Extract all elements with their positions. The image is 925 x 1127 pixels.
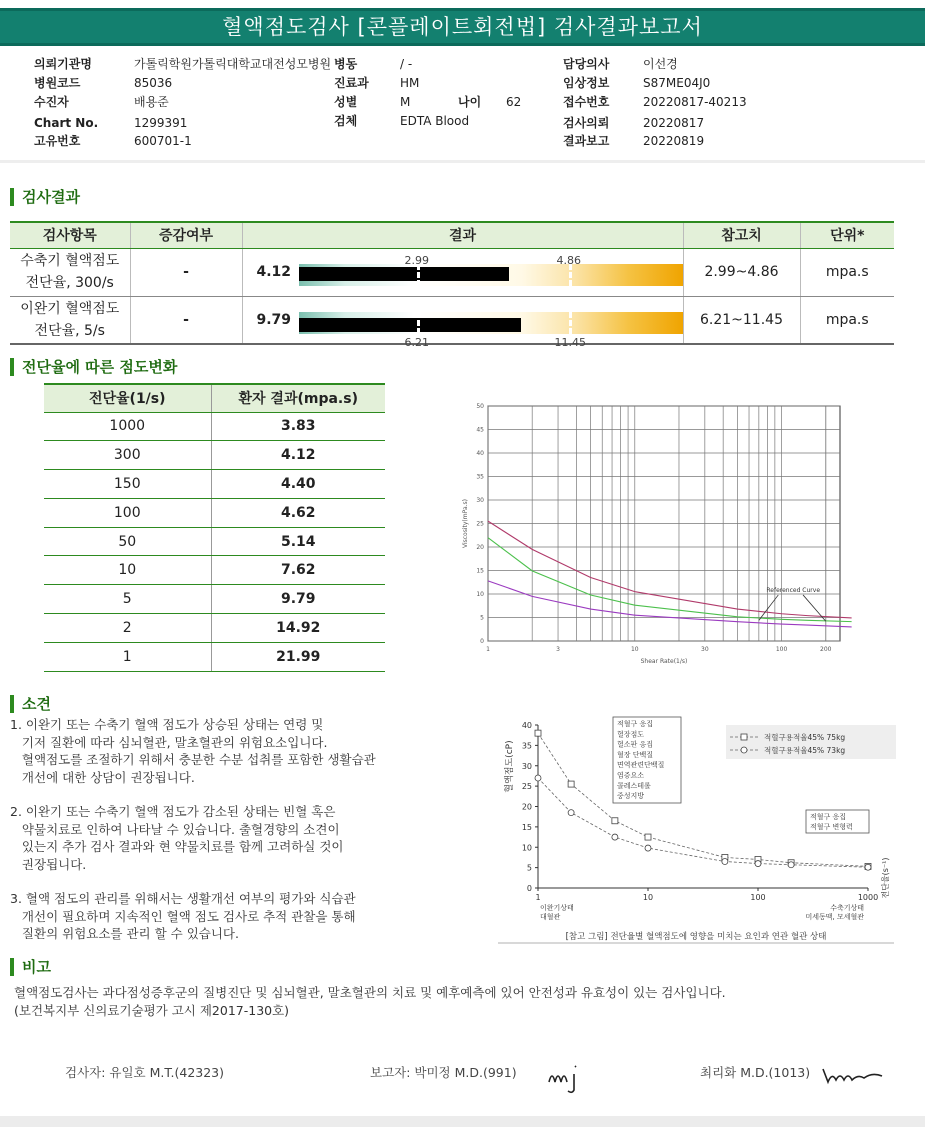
- chart-no-value: 1299391: [134, 116, 188, 130]
- finding-line: 기저 질환에 따라 심뇌혈관, 말초혈관의 위험요소입니다.: [10, 734, 328, 750]
- data-point: [612, 818, 618, 824]
- y-tick-label: 20: [476, 544, 484, 551]
- receipt-value: 20220817-40213: [643, 95, 747, 109]
- report-title: 혈액점도검사 [콘플레이트회전법] 검사결과보고서: [222, 15, 703, 39]
- factor-label: 면역관련단백질: [617, 761, 665, 770]
- viscosity-cell: 21.99: [211, 642, 385, 671]
- data-point: [568, 781, 574, 787]
- viscosity-cell: 14.92: [211, 614, 385, 643]
- finding-line: 1. 이완기 또는 수축기 혈액 점도가 상승된 상태는 연령 및: [10, 717, 324, 732]
- ref-range: 2.99~4.86: [683, 248, 800, 296]
- x-tick-label: 100: [750, 893, 766, 902]
- data-point: [535, 730, 541, 736]
- institution-label: 의뢰기관명: [34, 57, 92, 71]
- reporter-label: 보고자: 박미정 M.D.(991): [370, 1065, 517, 1080]
- result-gauge: [299, 312, 683, 349]
- finding-line: 있는지 추가 검사 결과와 현 약물치료를 함께 고려하실 것이: [10, 839, 344, 854]
- factor-label: 혈장 단백질: [617, 750, 654, 759]
- tester-signature: 검사자: 유일호 M.T.(42323): [65, 1065, 225, 1080]
- shear-header-rate: 전단율(1/s): [44, 384, 211, 412]
- factor-label: 중성지방: [617, 792, 645, 801]
- shear-rate-cell: 1000: [44, 412, 211, 441]
- shear-rate-cell: 1: [44, 642, 211, 671]
- ref-high-marker: [569, 312, 572, 334]
- finding-line: 질환의 위험요소를 관리 할 수 있습니다.: [10, 926, 239, 941]
- shear-rate-cell: 5: [44, 585, 211, 614]
- divider: [0, 160, 925, 163]
- dept-value: HM: [400, 76, 420, 90]
- request-label: 검사의뢰: [563, 116, 610, 130]
- footer-bar: [0, 1116, 925, 1127]
- data-point: [535, 775, 541, 781]
- age-value: 62: [506, 95, 522, 109]
- ref-high-tick: 4.86: [556, 253, 581, 267]
- shear-rate-cell: 50: [44, 527, 211, 556]
- reporter-signature-mark: [546, 1060, 590, 1094]
- unique-no-label: 고유번호: [34, 134, 81, 148]
- table-row: [44, 498, 385, 527]
- viscosity-cell: 4.62: [211, 498, 385, 527]
- data-point: [645, 845, 651, 851]
- ref-high-tick: 11.45: [554, 335, 586, 349]
- age-label: 나이: [458, 95, 482, 109]
- unit: mpa.s: [800, 296, 894, 344]
- finding-line: 개선에 대한 상담이 권장됩니다.: [10, 769, 195, 785]
- result-value: 4.12: [256, 263, 292, 280]
- table-row: [44, 585, 385, 614]
- receipt-label: 접수번호: [563, 95, 610, 109]
- specimen-label: 검체: [334, 114, 358, 128]
- y-axis-label: 혈액점도(cP): [505, 740, 515, 793]
- remark-line: 혈액점도검사는 과다점성증후군의 질병진단 및 심뇌혈관, 말초혈관의 치료 및 예후예측에 있어 안전성과 유효성이 있는 검사입니다.: [14, 985, 726, 1000]
- shear-rate-cell: 10: [44, 556, 211, 585]
- ref-low-marker: [417, 312, 420, 334]
- viscosity-cell: 5.14: [211, 527, 385, 556]
- clinical-label: 임상정보: [563, 76, 610, 90]
- chart-no-label: Chart No.: [34, 116, 99, 130]
- y-tick-label: 5: [480, 614, 484, 622]
- x-tick-label: 1: [535, 893, 541, 902]
- results-header-item: 검사항목: [10, 222, 130, 248]
- shear-rate-cell: 150: [44, 470, 211, 499]
- result-bar: [299, 267, 509, 281]
- factor-label: 혈장점도: [617, 730, 645, 739]
- x-tick-label: 30: [701, 646, 709, 653]
- y-tick-label: 15: [476, 567, 484, 575]
- recipient-label: 수진자: [34, 95, 69, 109]
- data-point: [755, 861, 761, 867]
- remark-line: (보건복지부 신의료기술평가 고시 제2017-130호): [14, 1003, 290, 1018]
- table-row: [44, 470, 385, 499]
- table-row: [10, 248, 894, 296]
- y-tick-label: 35: [476, 473, 484, 481]
- unique-no-value: 600701-1: [134, 134, 192, 148]
- sex-label: 성별: [334, 95, 358, 109]
- approver-signature-mark: [820, 1064, 890, 1088]
- y-tick-label: 20: [521, 802, 532, 812]
- table-row: [44, 614, 385, 643]
- table-row: [44, 527, 385, 556]
- data-point: [788, 862, 794, 868]
- data-point: [722, 859, 728, 865]
- shear-table: [44, 383, 385, 672]
- y-tick-label: 45: [476, 426, 484, 434]
- legend-marker: [741, 734, 747, 740]
- x-left-label: 이완기상태: [540, 904, 574, 912]
- recipient-value: 배용준: [134, 95, 169, 109]
- factor-label: 콜레스테롤: [617, 781, 651, 790]
- flag-value: -: [130, 296, 242, 344]
- patient-info: [0, 55, 925, 155]
- institution-value: 가톨릭학원가톨릭대학교대전성모병원: [134, 57, 332, 71]
- figure-caption: [참고 그림] 전단율별 혈액점도에 영향을 미치는 요인과 연관 혈관 상태: [565, 932, 827, 942]
- viscosity-cell: 9.79: [211, 585, 385, 614]
- sex-value: M: [400, 95, 411, 109]
- flag-value: -: [130, 248, 242, 296]
- viscosity-curve-chart: [455, 398, 855, 668]
- shear-rate-cell: 100: [44, 498, 211, 527]
- findings-list: [10, 716, 490, 960]
- table-row: [44, 556, 385, 585]
- shear-rate-cell: 300: [44, 441, 211, 470]
- result-bar: [299, 318, 521, 332]
- y-tick-label: 25: [521, 782, 532, 792]
- viscosity-cell: 7.62: [211, 556, 385, 585]
- results-table: [10, 221, 894, 349]
- right-axis-label: 전단율(s⁻¹): [881, 857, 890, 899]
- factor-label: 염증요소: [617, 771, 645, 780]
- result-gauge: [299, 253, 683, 286]
- y-tick-label: 30: [521, 761, 532, 771]
- y-tick-label: 10: [476, 591, 484, 598]
- request-value: 20220817: [643, 116, 705, 130]
- dept-label: 진료과: [334, 76, 369, 90]
- results-header-result: 결과: [242, 222, 683, 248]
- y-tick-label: 15: [521, 822, 532, 832]
- finding-line: 3. 혈액 점도의 관리를 위해서는 생활개선 여부의 평가와 식습관: [10, 891, 356, 906]
- factor-label: 적혈구 응집: [617, 720, 654, 728]
- x-right-label: 미세동맥, 모세혈관: [805, 913, 864, 921]
- factor-label: 적혈구 변형력: [810, 823, 853, 831]
- section-findings-heading: 소견: [10, 695, 51, 713]
- reference-figure-chart: [498, 713, 898, 945]
- y-tick-label: 40: [521, 721, 532, 730]
- y-tick-label: 40: [476, 450, 484, 457]
- x-left-label: 대혈관: [540, 913, 561, 921]
- data-point: [865, 864, 871, 870]
- ref-low-marker: [417, 264, 420, 286]
- y-tick-label: 35: [521, 741, 532, 751]
- ref-high-marker: [569, 264, 572, 286]
- approver-label: 최리화 M.D.(1013): [700, 1065, 811, 1080]
- results-header-flag: 증감여부: [130, 222, 242, 248]
- data-point: [645, 834, 651, 840]
- y-tick-label: 10: [521, 843, 532, 853]
- y-tick-label: 50: [476, 403, 484, 410]
- x-tick-label: 10: [630, 646, 639, 653]
- y-tick-label: 0: [480, 638, 484, 645]
- finding-line: 혈액점도를 조절하기 위해서 충분한 수분 섭취를 포함한 생활습관: [10, 752, 376, 767]
- viscosity-cell: 3.83: [211, 412, 385, 441]
- ref-low-tick: 6.21: [404, 335, 429, 349]
- hospital-code-value: 85036: [134, 76, 173, 90]
- report-title-banner: [0, 8, 925, 46]
- ref-range: 6.21~11.45: [683, 296, 800, 344]
- y-axis-label: Viscosity(mPa.s): [462, 498, 469, 549]
- finding-line: 권장됩니다.: [10, 856, 87, 872]
- report-date-value: 20220819: [643, 134, 705, 148]
- annotation-label: Referenced Curve: [766, 587, 821, 595]
- x-tick-label: 200: [820, 646, 832, 653]
- x-tick-label: 10: [642, 893, 654, 902]
- ward-value: / -: [400, 57, 413, 71]
- results-header-unit: 단위*: [800, 222, 894, 248]
- x-tick-label: 100: [775, 646, 788, 653]
- ward-label: 병동: [334, 57, 358, 71]
- x-right-label: 수축기상태: [830, 904, 864, 912]
- data-point: [568, 810, 574, 816]
- y-tick-label: 30: [476, 497, 484, 504]
- report-date-label: 결과보고: [563, 134, 610, 148]
- finding-line: 개선이 필요하며 지속적인 혈액 점도 검사로 추적 관찰을 통해: [10, 908, 356, 924]
- table-row: [44, 441, 385, 470]
- table-row: [44, 412, 385, 441]
- y-tick-label: 25: [476, 520, 484, 528]
- ref-low-tick: 2.99: [404, 253, 429, 267]
- finding-item: [10, 890, 490, 943]
- factor-label: 적혈구 응집: [810, 813, 847, 821]
- clinical-value: S87ME04J0: [643, 76, 711, 90]
- doctor-label: 담당의사: [563, 57, 610, 71]
- result-gauge-cell: [242, 248, 683, 296]
- legend-label: 적혈구용적율45% 75kg: [764, 733, 846, 742]
- doctor-value: 이선경: [643, 57, 678, 71]
- legend-marker: [741, 747, 747, 753]
- y-tick-label: 5: [526, 863, 532, 873]
- viscosity-cell: 4.40: [211, 470, 385, 499]
- shear-rate-cell: 2: [44, 614, 211, 643]
- remarks-text: [14, 984, 726, 1020]
- unit: mpa.s: [800, 248, 894, 296]
- shear-header-result: 환자 결과(mpa.s): [211, 384, 385, 412]
- test-item: 수축기 혈액점도 전단율, 300/s: [10, 248, 130, 296]
- finding-item: [10, 803, 490, 873]
- section-remarks-heading: 비고: [10, 958, 51, 976]
- legend-label: 적혈구용적율45% 73kg: [764, 746, 846, 755]
- factor-label: 혈소판 응집: [617, 740, 654, 749]
- data-point: [612, 834, 618, 840]
- section-results-heading: 검사결과: [10, 188, 80, 206]
- result-value: 9.79: [256, 311, 292, 328]
- test-item: 이완기 혈액점도 전단율, 5/s: [10, 296, 130, 344]
- finding-line: 2. 이완기 또는 수축기 혈액 점도가 감소된 상태는 빈혈 혹은: [10, 804, 336, 819]
- viscosity-cell: 4.12: [211, 441, 385, 470]
- hospital-code-label: 병원코드: [34, 76, 81, 90]
- specimen-value: EDTA Blood: [400, 114, 470, 128]
- results-header-ref: 참고치: [683, 222, 800, 248]
- result-gauge-cell: [242, 296, 683, 349]
- table-row: [44, 642, 385, 671]
- x-tick-label: 1: [486, 646, 490, 653]
- section-shear-heading: 전단율에 따른 점도변화: [10, 358, 177, 376]
- x-tick-label: 1000: [857, 893, 879, 902]
- finding-line: 약물치료로 인하여 나타날 수 있습니다. 출혈경향의 소견이: [10, 821, 340, 837]
- x-axis-label: Shear Rate(1/s): [640, 658, 688, 665]
- x-tick-label: 3: [556, 646, 560, 653]
- table-row: [10, 296, 894, 344]
- y-tick-label: 0: [526, 884, 532, 893]
- finding-item: [10, 716, 490, 786]
